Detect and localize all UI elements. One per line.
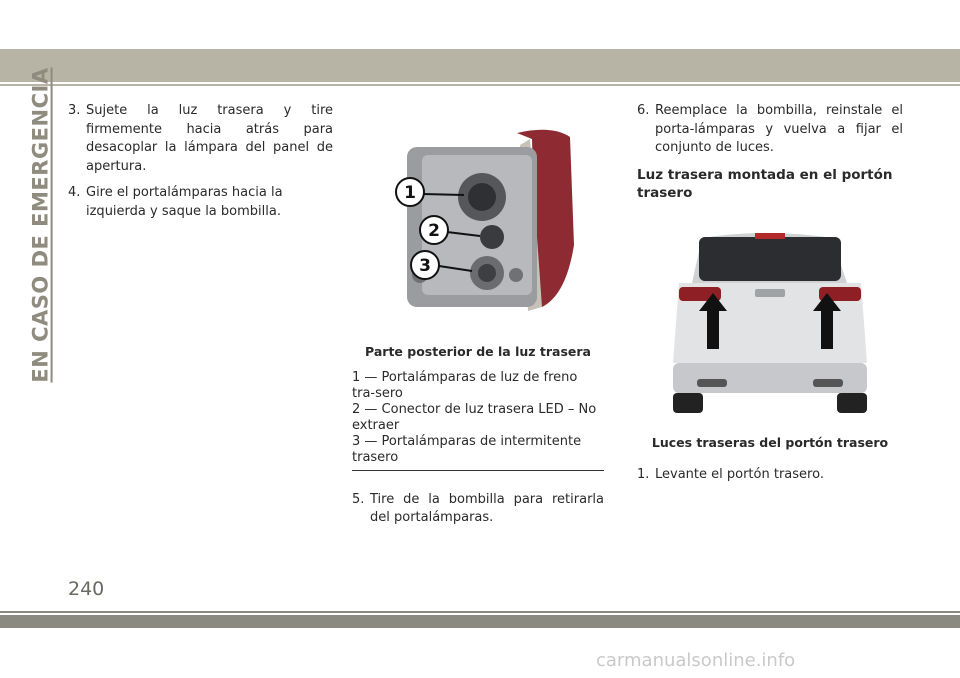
figure-legend (352, 370, 604, 466)
callout-2-label: 2 (428, 221, 440, 241)
tail-lamp-back-figure (352, 125, 604, 333)
legend-item-3: 3 — Portalámparas de intermitente trasero (352, 433, 582, 465)
step-3: 3. Sujete la luz trasera y tire firmemente hacia atrás para desacoplar la lámpara del panel de apertura. (68, 103, 333, 174)
callout-1-label: 1 (404, 183, 416, 203)
footer-rule (0, 611, 960, 613)
middle-column (352, 125, 604, 528)
step-6: 6. Reemplace la bombilla, reinstale el porta-lámparas y vuelva a fijar el conjunto de luces. (637, 103, 903, 155)
figure-caption-tail-lamp: Parte posterior de la luz trasera (365, 344, 591, 359)
section-title: EN CASO DE EMERGENCIA (29, 67, 54, 383)
section-tab (27, 67, 55, 383)
legend-item-1: 1 — Portalámparas de luz de freno tra-sero (352, 369, 578, 401)
header-rule (0, 84, 960, 86)
footer-band (0, 615, 960, 628)
legend-rule (352, 470, 604, 471)
page-number: 240 (68, 578, 105, 600)
callout-1 (396, 178, 424, 206)
figure-caption-liftgate: Luces traseras del portón trasero (651, 434, 889, 450)
header-band (0, 49, 960, 82)
callout-3 (411, 251, 439, 279)
step-5: 5. Tire de la bombilla para retirarla del portalámparas. (352, 491, 604, 525)
legend-item-2: 2 — Conector de luz trasera LED – No extraer (352, 401, 597, 433)
section-heading: Luz trasera montada en el portón trasero (637, 166, 893, 201)
step-1: 1. Levante el portón trasero. (637, 467, 824, 482)
left-column (68, 102, 333, 221)
callout-3-label: 3 (419, 256, 431, 276)
watermark-text: carmanualsonline.info (596, 650, 796, 671)
liftgate-lamps-figure (637, 223, 903, 428)
step-4: 4. Gire el portalámparas hacia la izquierda y saque la bombilla. (68, 185, 283, 219)
right-column (637, 102, 903, 485)
callout-2 (420, 216, 448, 244)
